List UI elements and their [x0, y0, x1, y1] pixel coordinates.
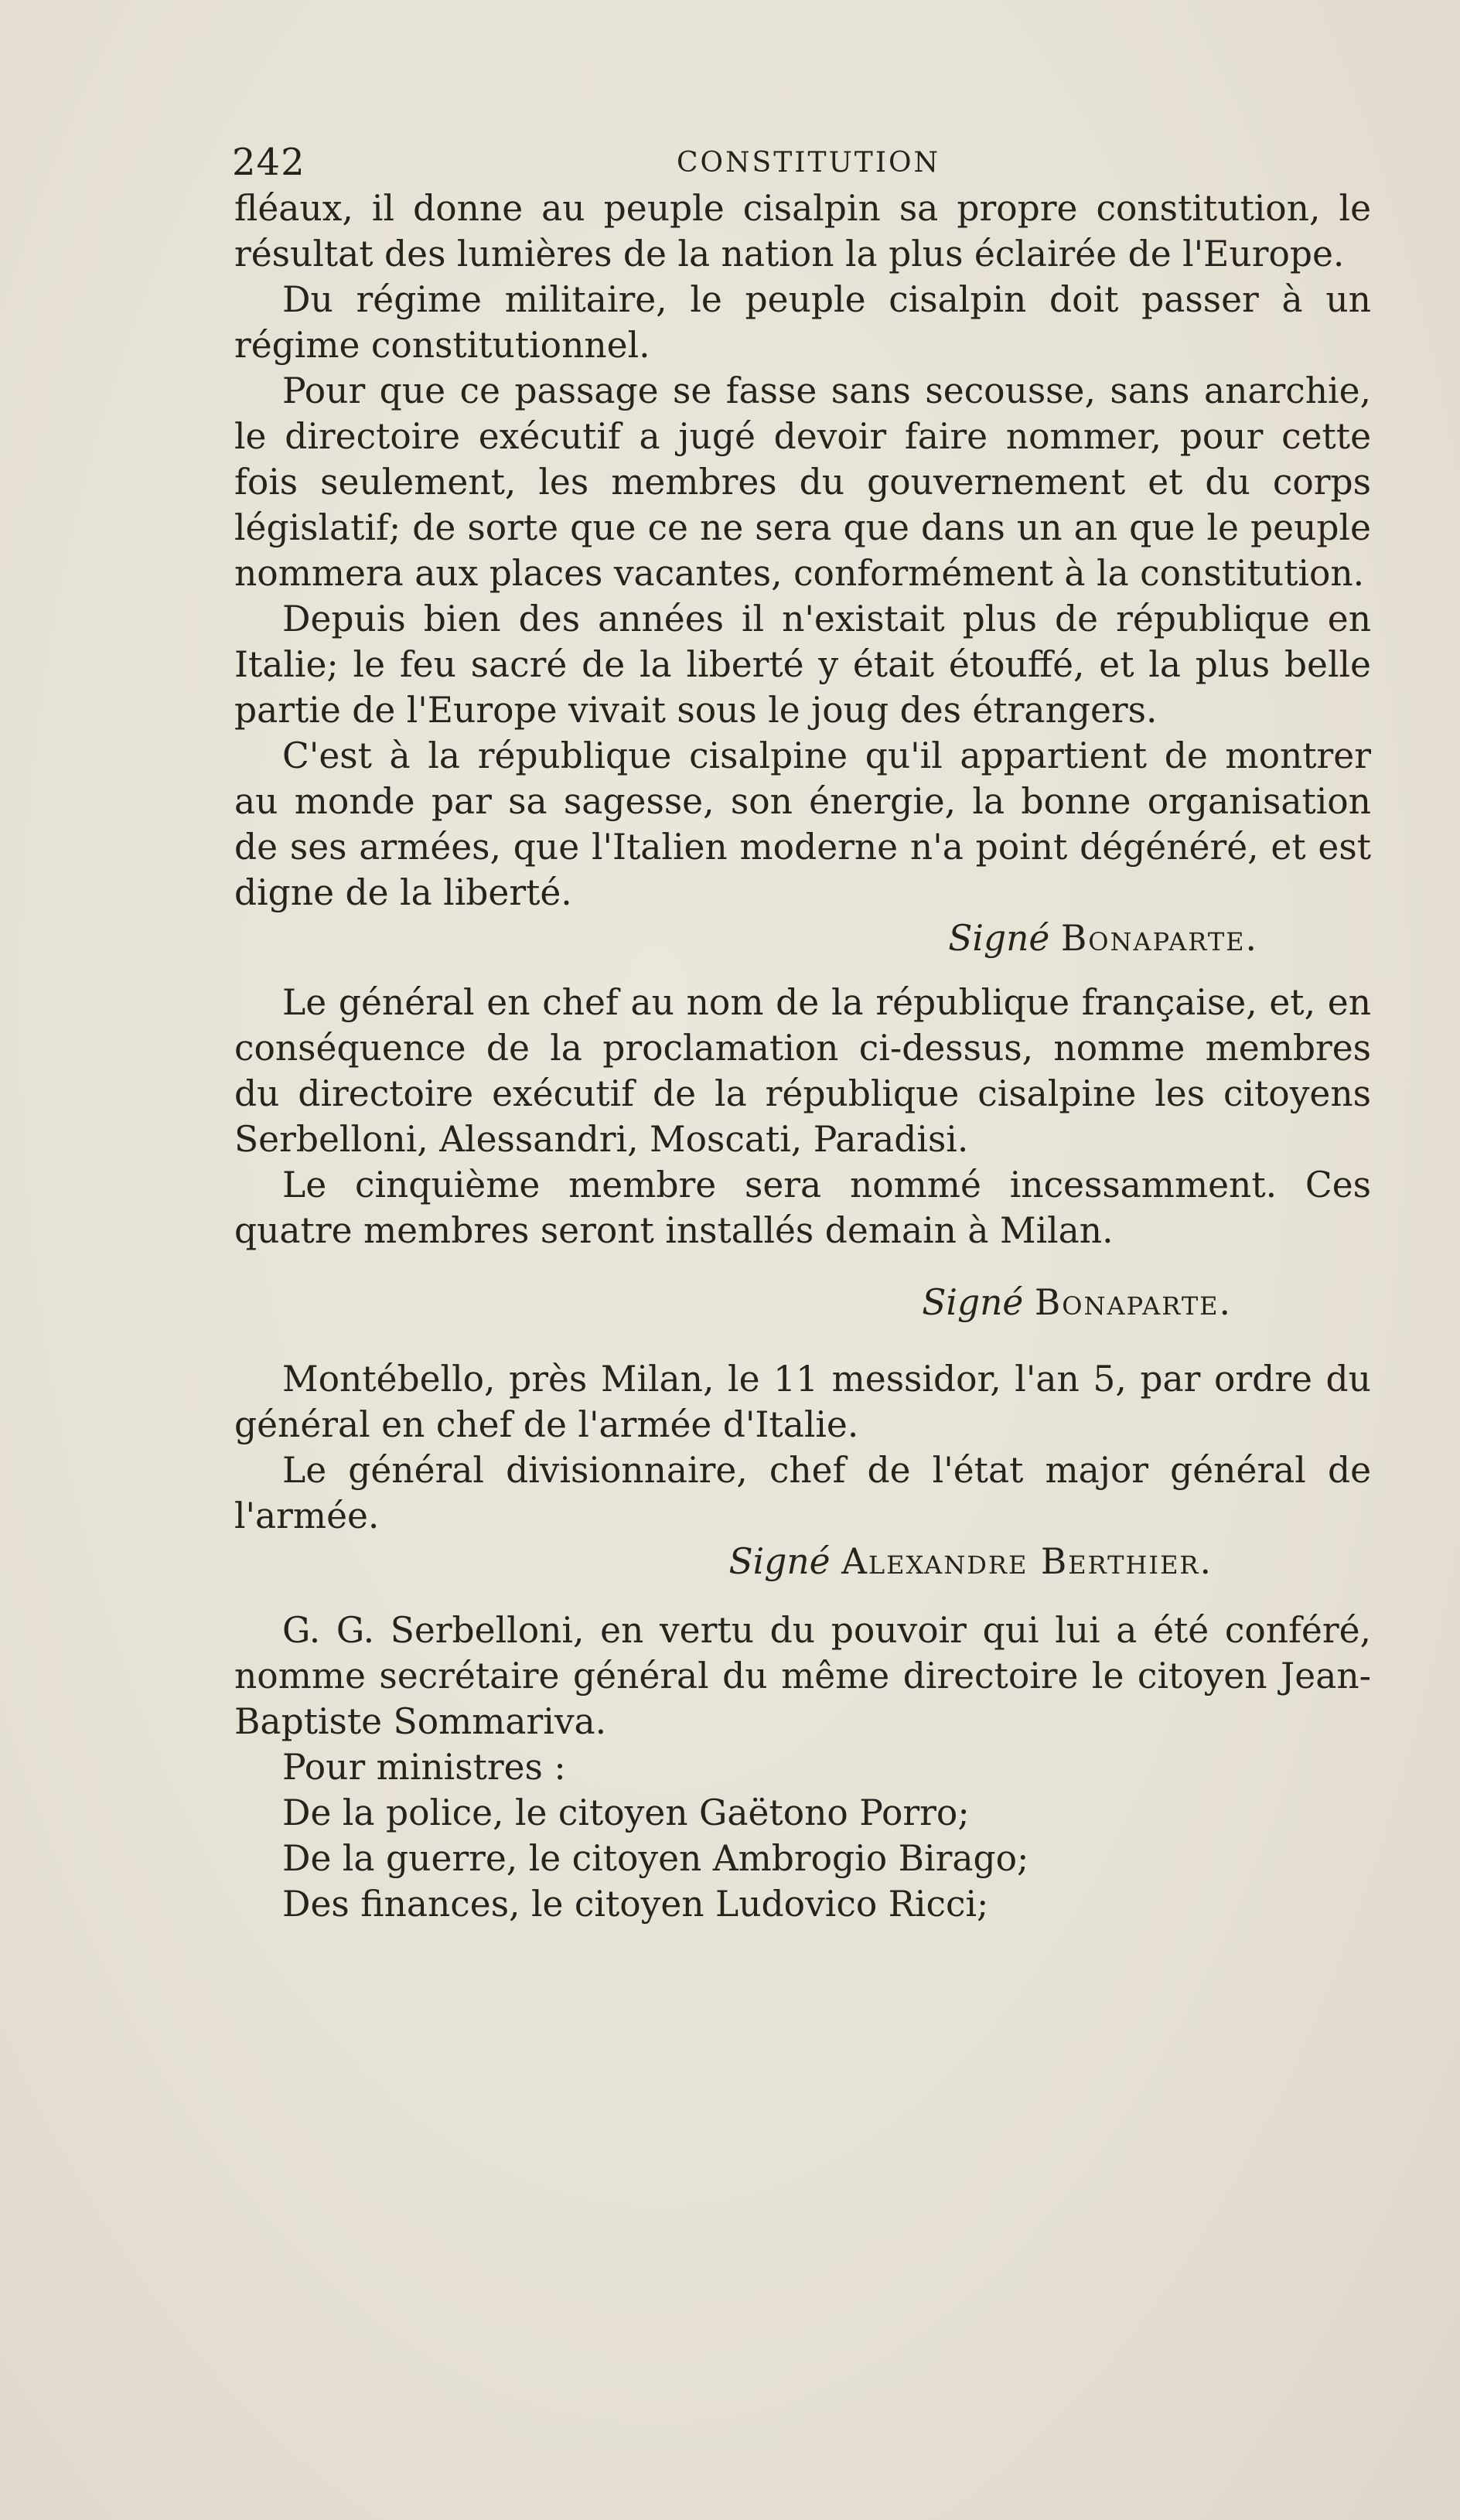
paragraph-continuation: fléaux, il donne au peuple cisalpin sa propre constitution, le résultat des lumières de la nation la plus éclairée de l'Europe.: [234, 188, 1371, 275]
running-title: CONSTITUTION: [677, 147, 941, 179]
paragraph-montebello: Montébello, près Milan, le 11 messidor, l'an 5, par ordre du général en chef de l'armée d'Italie.: [234, 1359, 1371, 1445]
signature-berthier: [234, 1539, 1371, 1584]
paragraph-secretaire: G. G. Serbelloni, en vertu du pouvoir qui lui a été conféré, nomme secrétaire général du même directoire le citoyen Jean-Baptiste Sommariva.: [234, 1610, 1371, 1742]
paragraph-cinquieme-membre: Le cinquième membre sera nommé incessamment. Ces quatre membres seront installés demain à Milan.: [234, 1165, 1371, 1251]
signature-label: Signé: [948, 918, 1050, 959]
page-body: [234, 186, 1371, 1927]
minister-police: De la police, le citoyen Gaëtono Porro;: [282, 1792, 970, 1833]
paragraph-nomination: Le général en chef au nom de la république française, et, en conséquence de la proclamation ci-dessus, nomme membres du directoire exécutif de la république cisalpine les citoyens Serbelloni, Alessandri, Moscati, Paradisi.: [234, 982, 1371, 1160]
signature-name: Alexandre Berthier.: [841, 1541, 1213, 1582]
ministers-intro: Pour ministres :: [282, 1747, 566, 1788]
minister-finances: Des finances, le citoyen Ludovico Ricci;: [282, 1884, 989, 1925]
paragraph-regime: Du régime militaire, le peuple cisalpin doit passer à un régime constitutionnel.: [234, 279, 1371, 366]
signature-name: Bonaparte.: [1034, 1282, 1232, 1323]
ministers-list: [234, 1790, 1371, 1927]
signature-label: Signé: [922, 1282, 1024, 1323]
signature-name: Bonaparte.: [1060, 918, 1258, 959]
signature-label: Signé: [728, 1541, 831, 1582]
signature-bonaparte-1: [234, 916, 1371, 961]
paragraph-italie: Depuis bien des années il n'existait plus de république en Italie; le feu sacré de la liberté y était étouffé, et la plus belle partie de l'Europe vivait sous le joug des étrangers.: [234, 598, 1371, 731]
paragraph-passage: Pour que ce passage se fasse sans secousse, sans anarchie, le directoire exécutif a jugé devoir faire nommer, pour cette fois seulement, les membres du gouvernement et du corps législatif; de sorte que ce ne sera que dans un an que le peuple nommera aux places vacantes, conformément à la constitution.: [234, 370, 1371, 594]
minister-guerre: De la guerre, le citoyen Ambrogio Birago;: [282, 1838, 1029, 1879]
page-header: [232, 141, 1376, 187]
paragraph-general-divisionnaire: Le général divisionnaire, chef de l'état major général de l'armée.: [234, 1450, 1371, 1536]
page-number: 242: [232, 141, 305, 184]
paragraph-republique-cisalpine: C'est à la république cisalpine qu'il appartient de montrer au monde par sa sagesse, son énergie, la bonne organisation de ses armées, que l'Italien moderne n'a point dégénéré, et est digne de la liberté.: [234, 735, 1371, 913]
signature-bonaparte-2: [234, 1280, 1371, 1325]
